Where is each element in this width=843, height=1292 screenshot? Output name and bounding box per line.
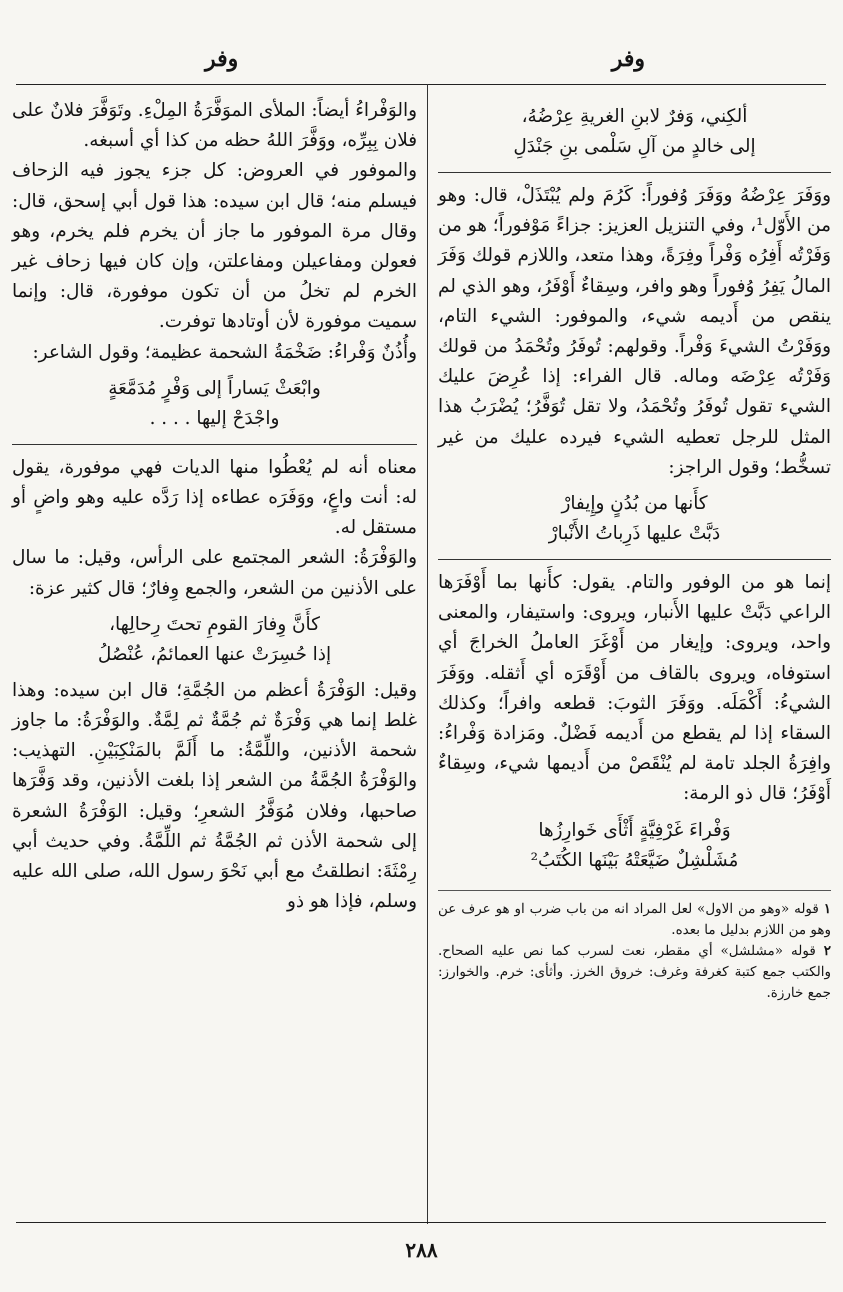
entry-paragraph: إنما هو من الوفور والتام. يقول: كأَنها بما أَوْفَرَها الراعي دَبَّتْ عليها الأَنبار، ويروى: واستيفار، والمعنى واحد، ويروى: وإيغار من أَوْغَرَ العاملُ الخراجَ أي استوفاه، ويروى بالقاف من أَوْقَرَه أي أَثقله. ووَفَرَ الشيءُ: أَكْمَلَه. ووَفَرَ الثوبَ: قطعه وافراً؛ وكذلك السقاء إذا لم يقطع من أَديمه فَضْلٌ. ومَزادة وَفْراءُ: وافِرَةُ الجلد تامة لم يُنْقَصْ من أَديمها شيء، وسِقاءٌ أَوْفَرُ؛ قال ذو الرمة: (438, 572, 831, 805)
footnote-text: قوله «مشلشل» أي مقطر، نعت لسرب كما نص عليه الصحاح. والكتب جمع كتبة كغرفة وغرف: خروق الخرز. وأثأى: خرم. والخوارز: جمع خارزة. (438, 942, 831, 1001)
page-number: ٢٨٨ (405, 1238, 438, 1262)
footnotes (438, 899, 831, 1004)
verse-line: كأَنها من بُدُنٍ وإِيفارْ (561, 493, 708, 515)
verse-block (438, 489, 831, 549)
entry-paragraph: وأُذُنٌ وَفْراءُ: ضَخْمَةُ الشحمة عظيمة؛ وقول الشاعر: (32, 341, 417, 363)
left-column (12, 96, 417, 917)
verse-line: دَبَّتْ عليها ذَرِباتُ الأَنْبارْ (548, 523, 721, 545)
footer-rule (16, 1222, 826, 1223)
verse-line: إلى خالدٍ من آلِ سَلْمى بنِ جَنْدَلِ (513, 136, 756, 157)
running-header-left: وفر (205, 46, 239, 72)
verse-line: واجْدَحْ إليها . . . . (149, 407, 280, 429)
verse-block (438, 816, 831, 876)
entry-paragraph: والوَفْرَةُ: الشعر المجتمع على الرأس، وقيل: ما سال على الأذنين من الشعر، والجمع وِفارٌ؛ قال كثير عزة: (12, 547, 417, 599)
right-column (438, 96, 831, 1004)
verse-line: ألكِني، وَفرٌ لابنِ الغريةِ عِرْضُهُ، (521, 106, 748, 127)
section-rule (438, 172, 831, 173)
footnote-number: ٢ (823, 942, 831, 959)
verse-line: وَفْراءَ غَرْفِيَّةٍ أَثْأَى خَوارِزُها (538, 819, 731, 841)
footnote-text: قوله «وهو من الاول» لعل المراد انه من باب ضرب او هو عرف عن وهو من اللازم بدليل ما بعده. (438, 900, 831, 938)
verse-block (438, 102, 831, 162)
footnote (438, 899, 831, 941)
section-rule (12, 444, 417, 445)
column-divider (427, 84, 428, 1224)
verse-block (12, 610, 417, 670)
verse-line: كأَنَّ وِفارَ القومِ تحتَ رِحالِها، (109, 613, 320, 635)
entry-paragraph: ووَفَرَ عِرْضُهُ ووَفَرَ وُفوراً: كَرُمَ ولم يُبْتَذَلْ، قال: وهو من الأَوّل¹، وفي التنزيل العزيز: جزاءً مَوْفوراً؛ هو من وَفَرْتُه أَفِرُه وَفْراً وفِرَةً، وهذا متعد، واللازم قولك وَفَرَ المالُ يَفِرُ وُفوراً وهو وافر، وسِقاءٌ أَوْفَرُ، وهو الذي لم ينقص من أَديمه شيء، والموفور: الشيء التام، ووَفَرْتُ الشيءَ وَفْراً. وقولهم: تُوفَرُ وتُحْمَدُ من قولك وَفَرْتُه عِرْضَه وماله. قال الفراء: إذا عُرِضَ عليك الشيء تقول تُوفَرُ وتُحْمَدُ، ولا تقل تُوَفَّرُ؛ يُضْرَبُ هذا المثل للرجل تعطيه الشيء فيرده عليك من غير تسخُّط؛ وقول الراجز: (438, 185, 832, 478)
verse-line: وابْعَثْ يَساراً إلى وَفْرٍ مُدَمَّعَةٍ (108, 377, 321, 399)
running-header-right: وفر (611, 46, 645, 72)
entry-paragraph: والوَفْراءُ أيضاً: الملأى الموَفَّرَةُ المِلْءِ. وتَوَفَّرَ فلانٌ على فلان بِبِرِّه، ووَفَّرَ اللهُ حظه من كذا أي أسبغه. (12, 100, 417, 152)
verse-line: مُشَلْشِلٌ ضَيَّعَتْهُ بَيْنَها الكُتَبُ² (530, 849, 739, 871)
footnote-number: ١ (823, 900, 832, 917)
verse-block (12, 374, 417, 434)
section-rule (438, 559, 831, 560)
entry-paragraph: معناه أنه لم يُعْطُوا منها الديات فهي موفورة، يقول له: أنت واعٍ، ووَفَرَه عطاءه إذا رَدَّه عليه وهو واضٍ أو مستقل له. (12, 456, 417, 539)
header-rule (16, 84, 826, 85)
verse-line: إذا حُسِرَتْ عنها العمائمُ، عُنْصُلُ (97, 643, 332, 665)
entry-paragraph: والموفور في العروض: كل جزء يجوز فيه الزحاف فيسلم منه؛ قال ابن سيده: هذا قول أبي إسحق، قال: وقال مرة الموفور ما جاز أن يخرم فلم يخرم، وهو فعولن ومفاعيلن ومفاعلتن، وإن كان فيها زحاف غير الخرم لم تخلُ من أن تكون موفورة، قال: وإنما سميت موفورة لأن أوتادها توفرت. (12, 160, 417, 333)
entry-paragraph: وقيل: الوَفْرَةُ أعظم من الجُمَّةِ؛ قال ابن سيده: وهذا غلط إنما هي وَفْرَةٌ ثم جُمَّةٌ ثم لِمَّةٌ. والوَفْرَةُ: ما جاوز شحمة الأذنين، واللِّمَّةُ: ما أَلَمَّ بالمَنْكِبَيْنِ. التهذيب: والوَفْرَةُ الجُمَّةُ من الشعر إذا بلغت الأذنين، وقد وَفَّرَها صاحبها، وفلان مُوَفَّرُ الشعرِ؛ وقيل: الوَفْرَةُ الشعرة إلى شحمة الأذن ثم الجُمَّةُ ثم اللِّمَّةُ. وفي حديث أبي رِمْثَةَ: انطلقتُ مع أبي نَحْوَ رسول الله، صلى الله عليه وسلم، فإذا هو ذو (12, 679, 417, 913)
footnote (438, 941, 831, 1004)
footnote-rule (438, 890, 831, 891)
